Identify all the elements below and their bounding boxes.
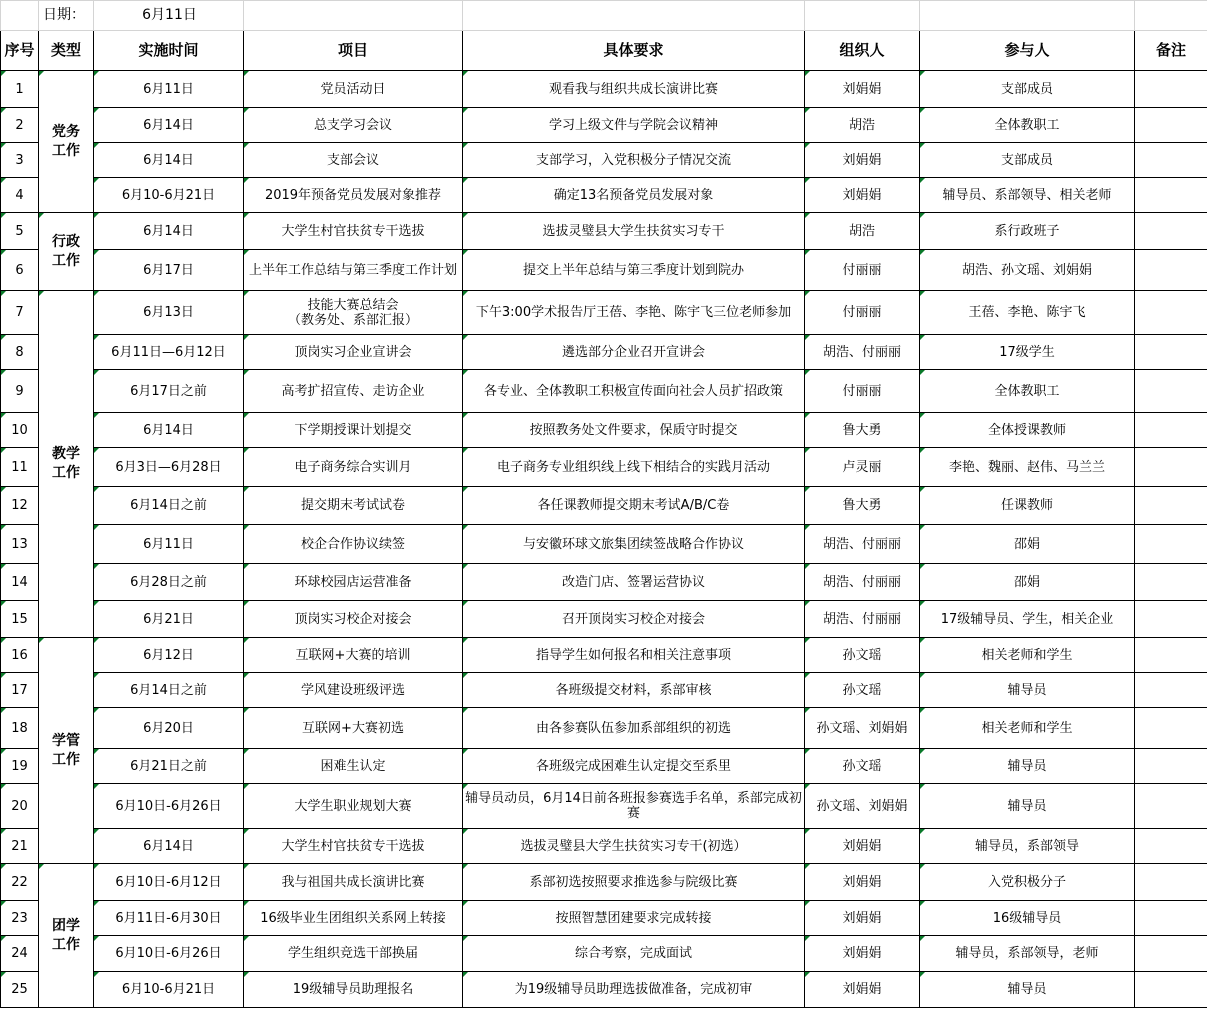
project-cell: 顶岗实习校企对接会 [244, 601, 463, 638]
organizer-cell: 胡浩 [805, 108, 920, 143]
project-cell: 技能大赛总结会 （教务处、系部汇报） [244, 291, 463, 335]
row-number: 23 [1, 901, 39, 936]
header-participants: 参与人 [920, 31, 1135, 71]
row-number: 20 [1, 784, 39, 829]
participants-cell: 辅导员，系部领导 [920, 829, 1135, 864]
requirement-cell: 召开顶岗实习校企对接会 [463, 601, 805, 638]
participants-cell: 支部成员 [920, 71, 1135, 108]
organizer-cell: 刘娟娟 [805, 901, 920, 936]
requirement-cell: 由各参赛队伍参加系部组织的初选 [463, 708, 805, 749]
category-cell: 团学 工作 [39, 864, 94, 1008]
project-cell: 提交期末考试试卷 [244, 487, 463, 525]
time-cell: 6月14日 [94, 413, 244, 448]
time-cell: 6月10日-6月26日 [94, 936, 244, 972]
time-cell: 6月10-6月21日 [94, 178, 244, 213]
table-row [1, 601, 1207, 638]
project-cell: 学风建设班级评选 [244, 673, 463, 708]
time-cell: 6月14日之前 [94, 673, 244, 708]
requirement-cell: 学习上级文件与学院会议精神 [463, 108, 805, 143]
note-cell [1135, 784, 1207, 829]
organizer-cell: 孙文瑶、刘娟娟 [805, 708, 920, 749]
project-cell: 党员活动日 [244, 71, 463, 108]
row-number: 7 [1, 291, 39, 335]
row-number: 5 [1, 213, 39, 250]
note-cell [1135, 413, 1207, 448]
requirement-cell: 电子商务专业组织线上线下相结合的实践月活动 [463, 448, 805, 487]
note-cell [1135, 250, 1207, 291]
project-cell: 校企合作协议续签 [244, 525, 463, 564]
requirement-cell: 与安徽环球文旅集团续签战略合作协议 [463, 525, 805, 564]
organizer-cell: 卢灵丽 [805, 448, 920, 487]
category-cell: 教学 工作 [39, 291, 94, 638]
participants-cell: 相关老师和学生 [920, 638, 1135, 673]
time-cell: 6月20日 [94, 708, 244, 749]
project-cell: 下学期授课计划提交 [244, 413, 463, 448]
table-row [1, 335, 1207, 370]
table-row [1, 972, 1207, 1008]
note-cell [1135, 370, 1207, 413]
row-number: 22 [1, 864, 39, 901]
time-cell: 6月17日 [94, 250, 244, 291]
table-row [1, 936, 1207, 972]
requirement-cell: 系部初选按照要求推选参与院级比赛 [463, 864, 805, 901]
organizer-cell: 胡浩、付丽丽 [805, 525, 920, 564]
project-cell: 学生组织竞选干部换届 [244, 936, 463, 972]
requirement-cell: 支部学习，入党积极分子情况交流 [463, 143, 805, 178]
row-number: 6 [1, 250, 39, 291]
participants-cell: 辅导员 [920, 972, 1135, 1008]
project-cell: 电子商务综合实训月 [244, 448, 463, 487]
requirement-cell: 综合考察，完成面试 [463, 936, 805, 972]
table-row [1, 448, 1207, 487]
organizer-cell: 孙文瑶 [805, 638, 920, 673]
participants-cell: 辅导员 [920, 749, 1135, 784]
organizer-cell: 胡浩、付丽丽 [805, 335, 920, 370]
header-project: 项目 [244, 31, 463, 71]
participants-cell: 相关老师和学生 [920, 708, 1135, 749]
row-number: 25 [1, 972, 39, 1008]
note-cell [1135, 972, 1207, 1008]
table-row [1, 749, 1207, 784]
row-number: 17 [1, 673, 39, 708]
table-row [1, 708, 1207, 749]
project-cell: 大学生职业规划大赛 [244, 784, 463, 829]
project-cell: 互联网+大赛的培训 [244, 638, 463, 673]
header-requirement: 具体要求 [463, 31, 805, 71]
row-number: 13 [1, 525, 39, 564]
time-cell: 6月13日 [94, 291, 244, 335]
row-number: 12 [1, 487, 39, 525]
project-cell: 高考扩招宣传、走访企业 [244, 370, 463, 413]
organizer-cell: 刘娟娟 [805, 972, 920, 1008]
organizer-cell: 胡浩 [805, 213, 920, 250]
note-cell [1135, 864, 1207, 901]
row-number: 8 [1, 335, 39, 370]
table-row [1, 213, 1207, 250]
date-value: 6月11日 [94, 1, 244, 31]
table-row [1, 178, 1207, 213]
requirement-cell: 遴选部分企业召开宣讲会 [463, 335, 805, 370]
table-row [1, 525, 1207, 564]
time-cell: 6月3日—6月28日 [94, 448, 244, 487]
organizer-cell: 孙文瑶 [805, 749, 920, 784]
project-cell: 困难生认定 [244, 749, 463, 784]
table-row [1, 784, 1207, 829]
table-row [1, 370, 1207, 413]
organizer-cell: 刘娟娟 [805, 829, 920, 864]
time-cell: 6月10-6月21日 [94, 972, 244, 1008]
row-number: 24 [1, 936, 39, 972]
note-cell [1135, 291, 1207, 335]
note-cell [1135, 213, 1207, 250]
participants-cell: 邵娟 [920, 564, 1135, 601]
project-cell: 我与祖国共成长演讲比赛 [244, 864, 463, 901]
time-cell: 6月28日之前 [94, 564, 244, 601]
row-number: 10 [1, 413, 39, 448]
organizer-cell: 刘娟娟 [805, 71, 920, 108]
note-cell [1135, 564, 1207, 601]
participants-cell: 全体教职工 [920, 370, 1135, 413]
requirement-cell: 选拔灵璧县大学生扶贫实习专干(初选） [463, 829, 805, 864]
table-row [1, 108, 1207, 143]
organizer-cell: 孙文瑶 [805, 673, 920, 708]
requirement-cell: 各班级提交材料，系部审核 [463, 673, 805, 708]
note-cell [1135, 71, 1207, 108]
time-cell: 6月12日 [94, 638, 244, 673]
note-cell [1135, 178, 1207, 213]
participants-cell: 辅导员 [920, 784, 1135, 829]
requirement-cell: 改造门店、签署运营协议 [463, 564, 805, 601]
note-cell [1135, 143, 1207, 178]
organizer-cell: 孙文瑶、刘娟娟 [805, 784, 920, 829]
requirement-cell: 辅导员动员，6月14日前各班报参赛选手名单，系部完成初赛 [463, 784, 805, 829]
organizer-cell: 付丽丽 [805, 291, 920, 335]
organizer-cell: 刘娟娟 [805, 936, 920, 972]
category-cell: 党务 工作 [39, 71, 94, 213]
organizer-cell: 鲁大勇 [805, 413, 920, 448]
table-row [1, 291, 1207, 335]
table-row [1, 143, 1207, 178]
date-row [1, 1, 1207, 31]
time-cell: 6月14日 [94, 108, 244, 143]
table-row [1, 564, 1207, 601]
participants-cell: 辅导员，系部领导，老师 [920, 936, 1135, 972]
project-cell: 环球校园店运营准备 [244, 564, 463, 601]
project-cell: 互联网+大赛初选 [244, 708, 463, 749]
row-number: 1 [1, 71, 39, 108]
time-cell: 6月11日-6月30日 [94, 901, 244, 936]
category-cell: 行政 工作 [39, 213, 94, 291]
table-row [1, 901, 1207, 936]
note-cell [1135, 901, 1207, 936]
note-cell [1135, 708, 1207, 749]
project-cell: 总支学习会议 [244, 108, 463, 143]
header-time: 实施时间 [94, 31, 244, 71]
participants-cell: 胡浩、孙文瑶、刘娟娟 [920, 250, 1135, 291]
organizer-cell: 刘娟娟 [805, 864, 920, 901]
note-cell [1135, 673, 1207, 708]
requirement-cell: 指导学生如何报名和相关注意事项 [463, 638, 805, 673]
time-cell: 6月17日之前 [94, 370, 244, 413]
participants-cell: 系行政班子 [920, 213, 1135, 250]
project-cell: 顶岗实习企业宣讲会 [244, 335, 463, 370]
project-cell: 大学生村官扶贫专干选拔 [244, 829, 463, 864]
time-cell: 6月11日 [94, 71, 244, 108]
table-row [1, 413, 1207, 448]
row-number: 16 [1, 638, 39, 673]
table-row [1, 673, 1207, 708]
participants-cell: 辅导员、系部领导、相关老师 [920, 178, 1135, 213]
note-cell [1135, 749, 1207, 784]
note-cell [1135, 335, 1207, 370]
participants-cell: 17级辅导员、学生，相关企业 [920, 601, 1135, 638]
organizer-cell: 鲁大勇 [805, 487, 920, 525]
project-cell: 16级毕业生团组织关系网上转接 [244, 901, 463, 936]
organizer-cell: 付丽丽 [805, 370, 920, 413]
participants-cell: 17级学生 [920, 335, 1135, 370]
requirement-cell: 确定13名预备党员发展对象 [463, 178, 805, 213]
row-number: 18 [1, 708, 39, 749]
participants-cell: 任课教师 [920, 487, 1135, 525]
table-row [1, 638, 1207, 673]
participants-cell: 辅导员 [920, 673, 1135, 708]
time-cell: 6月14日 [94, 829, 244, 864]
date-label: 日期： [39, 1, 94, 31]
row-number: 19 [1, 749, 39, 784]
participants-cell: 支部成员 [920, 143, 1135, 178]
row-number: 15 [1, 601, 39, 638]
table-row [1, 829, 1207, 864]
participants-cell: 邵娟 [920, 525, 1135, 564]
time-cell: 6月21日之前 [94, 749, 244, 784]
project-cell: 上半年工作总结与第三季度工作计划 [244, 250, 463, 291]
requirement-cell: 观看我与组织共成长演讲比赛 [463, 71, 805, 108]
requirement-cell: 按照智慧团建要求完成转接 [463, 901, 805, 936]
note-cell [1135, 936, 1207, 972]
time-cell: 6月10日-6月12日 [94, 864, 244, 901]
header-type: 类型 [39, 31, 94, 71]
row-number: 3 [1, 143, 39, 178]
note-cell [1135, 108, 1207, 143]
table-row [1, 71, 1207, 108]
requirement-cell: 选拔灵璧县大学生扶贫实习专干 [463, 213, 805, 250]
requirement-cell: 为19级辅导员助理选拔做准备，完成初审 [463, 972, 805, 1008]
organizer-cell: 刘娟娟 [805, 178, 920, 213]
row-number: 21 [1, 829, 39, 864]
table-row [1, 250, 1207, 291]
requirement-cell: 下午3:00学术报告厅王蓓、李艳、陈宇飞三位老师参加 [463, 291, 805, 335]
time-cell: 6月10日-6月26日 [94, 784, 244, 829]
project-cell: 19级辅导员助理报名 [244, 972, 463, 1008]
requirement-cell: 各专业、全体教职工积极宣传面向社会人员扩招政策 [463, 370, 805, 413]
time-cell: 6月21日 [94, 601, 244, 638]
time-cell: 6月14日 [94, 213, 244, 250]
time-cell: 6月11日 [94, 525, 244, 564]
table-row [1, 487, 1207, 525]
row-number: 11 [1, 448, 39, 487]
note-cell [1135, 487, 1207, 525]
participants-cell: 全体授课教师 [920, 413, 1135, 448]
table-row [1, 864, 1207, 901]
requirement-cell: 提交上半年总结与第三季度计划到院办 [463, 250, 805, 291]
requirement-cell: 按照教务处文件要求，保质守时提交 [463, 413, 805, 448]
row-number: 14 [1, 564, 39, 601]
header-note: 备注 [1135, 31, 1207, 71]
time-cell: 6月14日之前 [94, 487, 244, 525]
note-cell [1135, 601, 1207, 638]
note-cell [1135, 829, 1207, 864]
participants-cell: 16级辅导员 [920, 901, 1135, 936]
time-cell: 6月11日—6月12日 [94, 335, 244, 370]
requirement-cell: 各班级完成困难生认定提交至系里 [463, 749, 805, 784]
header-row [1, 31, 1207, 71]
organizer-cell: 胡浩、付丽丽 [805, 564, 920, 601]
note-cell [1135, 525, 1207, 564]
time-cell: 6月14日 [94, 143, 244, 178]
category-cell: 学管 工作 [39, 638, 94, 864]
row-number: 2 [1, 108, 39, 143]
project-cell: 支部会议 [244, 143, 463, 178]
organizer-cell: 刘娟娟 [805, 143, 920, 178]
organizer-cell: 付丽丽 [805, 250, 920, 291]
row-number: 4 [1, 178, 39, 213]
header-no: 序号 [1, 31, 39, 71]
participants-cell: 入党积极分子 [920, 864, 1135, 901]
note-cell [1135, 448, 1207, 487]
organizer-cell: 胡浩、付丽丽 [805, 601, 920, 638]
row-number: 9 [1, 370, 39, 413]
project-cell: 大学生村官扶贫专干选拔 [244, 213, 463, 250]
header-organizer: 组织人 [805, 31, 920, 71]
participants-cell: 王蓓、李艳、陈宇飞 [920, 291, 1135, 335]
note-cell [1135, 638, 1207, 673]
participants-cell: 李艳、魏丽、赵伟、马兰兰 [920, 448, 1135, 487]
participants-cell: 全体教职工 [920, 108, 1135, 143]
project-cell: 2019年预备党员发展对象推荐 [244, 178, 463, 213]
requirement-cell: 各任课教师提交期末考试A/B/C卷 [463, 487, 805, 525]
